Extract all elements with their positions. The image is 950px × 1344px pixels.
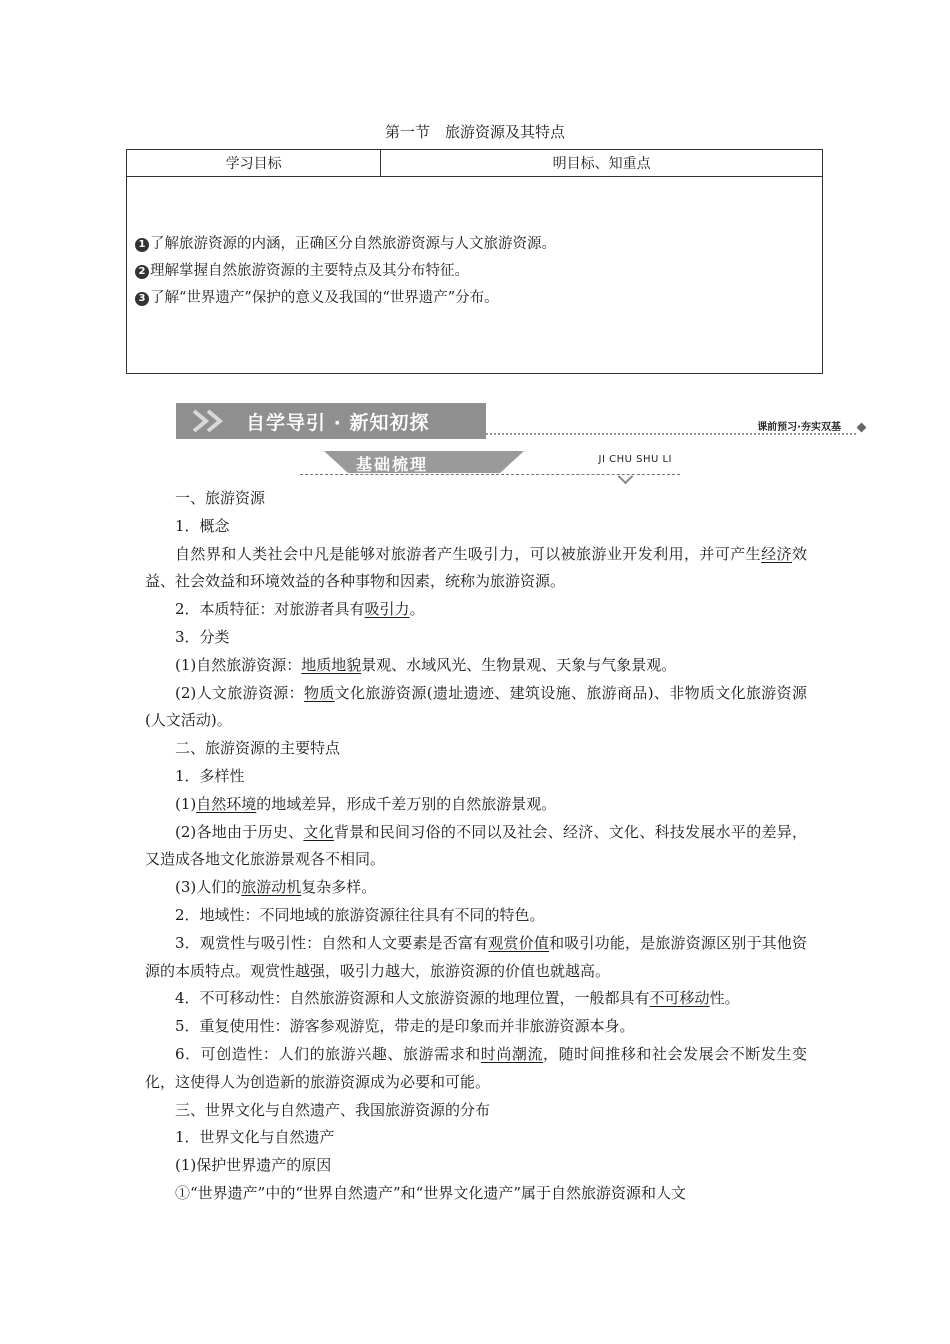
paragraph-regional: 2．地域性：不同地域的旅游资源往往具有不同的特色。 — [175, 905, 545, 924]
answer-blank: 自然环境 — [196, 794, 257, 813]
heading-1: 一、旅游资源 — [175, 489, 266, 507]
answer-blank: 地质地貌 — [301, 655, 362, 674]
heading-1-1: 1．概念 — [175, 516, 230, 535]
subsection-header — [300, 449, 680, 477]
section-banner — [176, 403, 871, 439]
table-header-goals: 学习目标 — [127, 150, 381, 177]
circled-number-2-icon: 2 — [135, 265, 149, 279]
answer-blank: 不可移动 — [649, 989, 710, 1008]
goal-item: 1 了解旅游资源的内涵，正确区分自然旅游资源与人文旅游资源。 — [135, 231, 822, 258]
paragraph-diversity-2: (2)各地由于历史、文化背景和民间习俗的不同以及社会、经济、文化、科技发展水平的差异，又造成各地文化旅游景观各不相同。 — [145, 822, 807, 869]
paragraph-heritage: ①“世界遗产”中的“世界自然遗产”和“世界文化遗产”属于自然旅游资源和人文 — [175, 1183, 687, 1202]
circled-number-3-icon: 3 — [135, 292, 149, 306]
paragraph-essence: 2．本质特征：对旅游者具有吸引力。 — [175, 600, 425, 619]
answer-blank: 文化 — [303, 822, 334, 841]
answer-blank: 吸引力 — [364, 600, 410, 619]
goal-item: 2 理解掌握自然旅游资源的主要特点及其分布特征。 — [135, 258, 822, 285]
section-title: 第一节 旅游资源及其特点 — [384, 123, 565, 141]
paragraph-concept: 自然界和人类社会中凡是能够对旅游者产生吸引力，可以被旅游业开发利用，并可产生经济效益、社会效益和环境效益的各种事物和因素，统称为旅游资源。 — [145, 544, 807, 591]
body-content — [145, 485, 807, 1208]
diamond-icon — [857, 423, 867, 433]
goal-item: 3 了解“世界遗产”保护的意义及我国的“世界遗产”分布。 — [135, 285, 822, 312]
subsection-pinyin: JI CHU SHU LI — [598, 454, 672, 465]
paragraph-immovable: 4．不可移动性：自然旅游资源和人文旅游资源的地理位置，一般都具有不可移动性。 — [175, 989, 740, 1008]
banner-title: 自学导引 · 新知初探 — [246, 412, 430, 434]
answer-blank: 经济 — [761, 544, 792, 563]
heading-1-3: 3．分类 — [175, 627, 230, 646]
double-chevron-icon — [190, 409, 240, 433]
learning-goals-table — [126, 149, 823, 374]
heading-3-1: 1．世界文化与自然遗产 — [175, 1128, 335, 1147]
paragraph-cultural: (2)人文旅游资源：物质文化旅游资源(遗址遗迹、建筑设施、旅游商品)、非物质文化旅游资源(人文活动)。 — [145, 683, 807, 730]
paragraph-creatable: 6．可创造性：人们的旅游兴趣、旅游需求和时尚潮流，随时间推移和社会发展会不断发生变化，这使得人为创造新的旅游资源成为必要和可能。 — [145, 1044, 807, 1091]
goals-cell — [127, 177, 823, 374]
answer-blank: 物质 — [303, 683, 335, 702]
heading-2-1: 1．多样性 — [175, 766, 245, 785]
heading-2: 二、旅游资源的主要特点 — [175, 739, 341, 758]
paragraph-diversity-1: (1)自然环境的地域差异，形成千差万别的自然旅游景观。 — [175, 794, 557, 813]
chevron-down-icon — [618, 469, 634, 485]
banner-dotted-line — [486, 433, 856, 435]
answer-blank: 旅游动机 — [241, 878, 302, 897]
paragraph-natural: (1)自然旅游资源：地质地貌景观、水域风光、生物景观、天象与气象景观。 — [175, 655, 677, 674]
answer-blank: 时尚潮流 — [480, 1044, 544, 1063]
banner-subtitle: 课前预习·夯实双基 — [757, 422, 841, 433]
circled-number-1-icon: 1 — [135, 238, 149, 252]
heading-3-1-1: (1)保护世界遗产的原因 — [175, 1156, 332, 1175]
paragraph-reusable: 5．重复使用性：游客参观游览，带走的是印象而并非旅游资源本身。 — [175, 1017, 635, 1036]
subsection-label: 基础梳理 — [356, 455, 429, 474]
answer-blank: 观赏价值 — [488, 933, 550, 952]
paragraph-ornamental: 3．观赏性与吸引性：自然和人文要素是否富有观赏价值和吸引功能，是旅游资源区别于其他资源的本质特点。观赏性越强，吸引力越大，旅游资源的价值也就越高。 — [145, 933, 807, 980]
table-header-focus: 明目标、知重点 — [381, 150, 823, 177]
paragraph-diversity-3: (3)人们的旅游动机复杂多样。 — [175, 878, 377, 897]
heading-3: 三、世界文化与自然遗产、我国旅游资源的分布 — [175, 1100, 491, 1119]
